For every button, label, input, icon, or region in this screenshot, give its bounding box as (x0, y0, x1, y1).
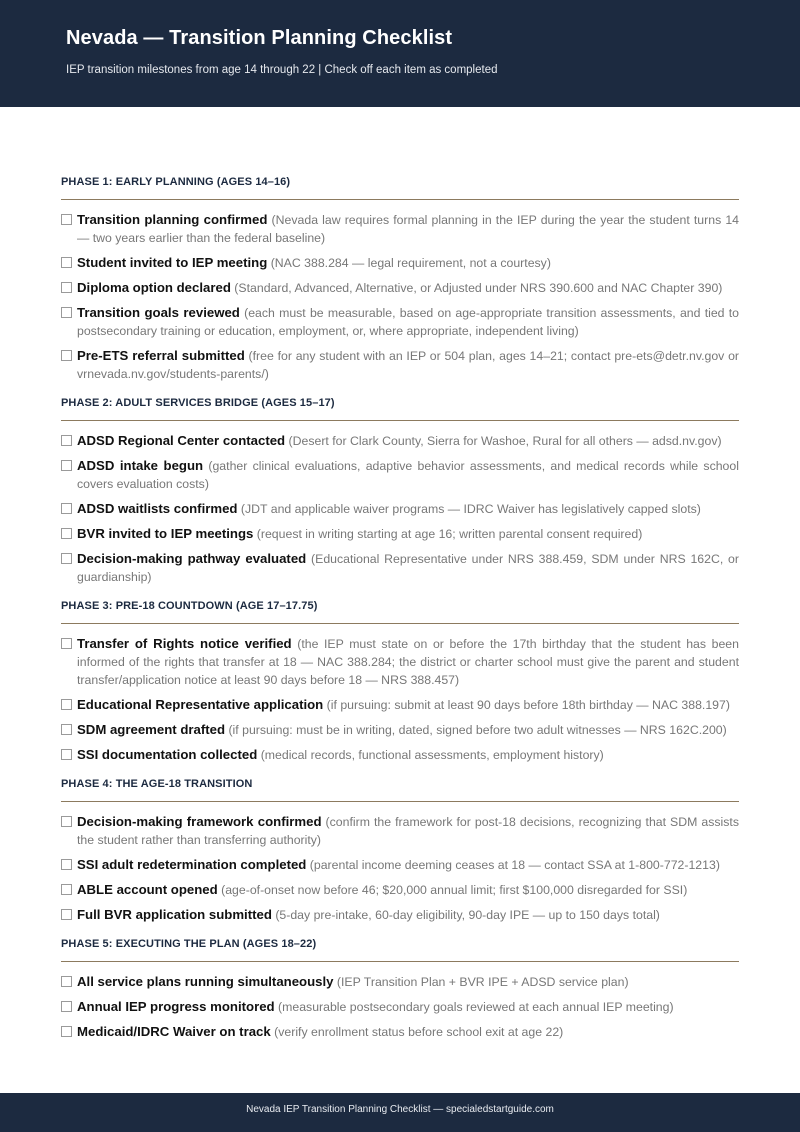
checklist-item-note: (Desert for Clark County, Sierra for Washoe, Rural for all others — adsd.nv.gov) (288, 434, 722, 448)
checkbox[interactable] (61, 257, 72, 268)
checklist-item (61, 550, 739, 586)
checklist-item-note: (if pursuing: submit at least 90 days before 18th birthday — NAC 388.197) (326, 698, 730, 712)
footer-text: Nevada IEP Transition Planning Checklist — specialedstartguide.com (246, 1104, 554, 1115)
checklist-item-label: Decision-making pathway evaluated (77, 551, 307, 566)
checkbox[interactable] (61, 699, 72, 710)
checklist-item (61, 347, 739, 383)
checklist-item-label: Medicaid/IDRC Waiver on track (77, 1024, 271, 1039)
checklist-item (61, 906, 739, 924)
checklist-item-note: (request in writing starting at age 16; written parental consent required) (256, 527, 643, 541)
checklist-item (61, 998, 739, 1016)
checklist-item (61, 254, 739, 272)
checkbox[interactable] (61, 724, 72, 735)
checklist-item-note: (5-day pre-intake, 60-day eligibility, 90-day IPE — up to 150 days total) (275, 908, 660, 922)
checklist-item (61, 973, 739, 991)
checkbox[interactable] (61, 816, 72, 827)
checkbox[interactable] (61, 528, 72, 539)
checklist-item-label: ABLE account opened (77, 882, 218, 897)
checklist-item-label: ADSD intake begun (77, 458, 204, 473)
checklist-item (61, 279, 739, 297)
checklist-item-note: (Standard, Advanced, Alternative, or Adjusted under NRS 390.600 and NAC Chapter 390) (234, 281, 723, 295)
checklist-item-label: Transition planning confirmed (77, 212, 268, 227)
checklist-item-label: SSI documentation collected (77, 747, 258, 762)
checklist-item-label: Decision-making framework confirmed (77, 814, 322, 829)
phase-title: PHASE 4: THE AGE-18 TRANSITION (61, 778, 739, 802)
checklist-item-label: Annual IEP progress monitored (77, 999, 275, 1014)
phase-section-4 (61, 778, 739, 924)
checklist-item (61, 525, 739, 543)
phase-title: PHASE 2: ADULT SERVICES BRIDGE (AGES 15–17) (61, 397, 739, 421)
checklist-item-label: SSI adult redetermination completed (77, 857, 307, 872)
checklist-item-note: (Nevada law requires formal planning in the IEP during the year the student turns 14 — two years earlier than the federal baseline) (77, 213, 740, 245)
checkbox[interactable] (61, 1026, 72, 1037)
checklist-item-label: Full BVR application submitted (77, 907, 272, 922)
checkbox[interactable] (61, 307, 72, 318)
checklist-item-note: (JDT and applicable waiver programs — IDRC Waiver has legislatively capped slots) (240, 502, 701, 516)
checklist-item-label: BVR invited to IEP meetings (77, 526, 254, 541)
checklist-item-label: ADSD waitlists confirmed (77, 501, 238, 516)
checklist-item (61, 1023, 739, 1041)
checklist-item (61, 432, 739, 450)
checklist-item (61, 304, 739, 340)
checkbox[interactable] (61, 1001, 72, 1012)
page-header (0, 0, 800, 107)
checkbox[interactable] (61, 859, 72, 870)
checklist-item-note: (IEP Transition Plan + BVR IPE + ADSD service plan) (336, 975, 629, 989)
checkbox[interactable] (61, 214, 72, 225)
checkbox[interactable] (61, 884, 72, 895)
checklist-item-label: ADSD Regional Center contacted (77, 433, 286, 448)
checklist-item (61, 500, 739, 518)
checklist-item-note: (medical records, functional assessments, employment history) (260, 748, 604, 762)
checklist-item-label: Transition goals reviewed (77, 305, 240, 320)
checklist-item-note: (age-of-onset now before 46; $20,000 annual limit; first $100,000 disregarded for SSI) (221, 883, 688, 897)
checkbox[interactable] (61, 638, 72, 649)
page-subtitle: IEP transition milestones from age 14 through 22 | Check off each item as completed (66, 64, 498, 76)
checklist-item-note: (Educational Representative under NRS 388.459, SDM under NRS 162C, or guardianship) (77, 552, 739, 584)
checklist-item-label: Diploma option declared (77, 280, 231, 295)
phase-section-2 (61, 397, 739, 586)
checkbox[interactable] (61, 350, 72, 361)
checklist-item (61, 721, 739, 739)
checkbox[interactable] (61, 553, 72, 564)
checklist-item (61, 813, 739, 849)
phase-title: PHASE 3: PRE-18 COUNTDOWN (AGE 17–17.75) (61, 600, 739, 624)
checkbox[interactable] (61, 976, 72, 987)
checklist-item-label: Student invited to IEP meeting (77, 255, 268, 270)
checkbox[interactable] (61, 460, 72, 471)
checklist-item-note: (each must be measurable, based on age-appropriate transition assessments, and tied to postsecondary training or education, employment, or, where appropriate, independent living) (77, 306, 740, 338)
checklist-content (61, 176, 739, 1048)
checklist-item (61, 457, 739, 493)
checklist-item-note: (NAC 388.284 — legal requirement, not a courtesy) (270, 256, 551, 270)
phase-section-3 (61, 600, 739, 764)
checklist-item-note: (measurable postsecondary goals reviewed at each annual IEP meeting) (278, 1000, 674, 1014)
checklist-item-note: (if pursuing: must be in writing, dated, signed before two adult witnesses — NRS 162C.200) (228, 723, 727, 737)
checklist-item (61, 696, 739, 714)
checklist-item (61, 635, 739, 689)
phase-title: PHASE 5: EXECUTING THE PLAN (AGES 18–22) (61, 938, 739, 962)
checkbox[interactable] (61, 749, 72, 760)
checkbox[interactable] (61, 282, 72, 293)
checklist-item-label: SDM agreement drafted (77, 722, 226, 737)
checklist-item-note: (the IEP must state on or before the 17th birthday that the student has been informed of the rights that transfer at 18 — NAC 388.284; the district or charter school must give the parent and student transfer/application notice at least 90 days before 18 — NRS 388.457) (77, 637, 739, 687)
checkbox[interactable] (61, 503, 72, 514)
checkbox[interactable] (61, 909, 72, 920)
checkbox[interactable] (61, 435, 72, 446)
checklist-item-label: All service plans running simultaneously (77, 974, 334, 989)
page-title: Nevada — Transition Planning Checklist (66, 27, 453, 49)
checklist-item (61, 856, 739, 874)
checklist-item-note: (gather clinical evaluations, adaptive behavior assessments, and medical records while school covers evaluation costs) (77, 459, 739, 491)
checklist-item-label: Educational Representative application (77, 697, 324, 712)
checklist-item (61, 211, 739, 247)
checklist-item-label: Transfer of Rights notice verified (77, 636, 292, 651)
phase-section-1 (61, 176, 739, 383)
phase-title: PHASE 1: EARLY PLANNING (AGES 14–16) (61, 176, 739, 200)
checklist-item (61, 881, 739, 899)
checklist-item-note: (parental income deeming ceases at 18 — contact SSA at 1-800-772-1213) (309, 858, 720, 872)
page-footer (0, 1093, 800, 1132)
checklist-item (61, 746, 739, 764)
checklist-item-label: Pre-ETS referral submitted (77, 348, 245, 363)
checklist-item-note: (free for any student with an IEP or 504 plan, ages 14–21; contact pre-ets@detr.nv.gov or vrnevada.nv.gov/students-parents/) (77, 349, 740, 381)
checklist-item-note: (verify enrollment status before school exit at age 22) (274, 1025, 564, 1039)
checklist-item-note: (confirm the framework for post-18 decisions, recognizing that SDM assists the student rather than transferring authority) (77, 815, 739, 847)
phase-section-5 (61, 938, 739, 1041)
